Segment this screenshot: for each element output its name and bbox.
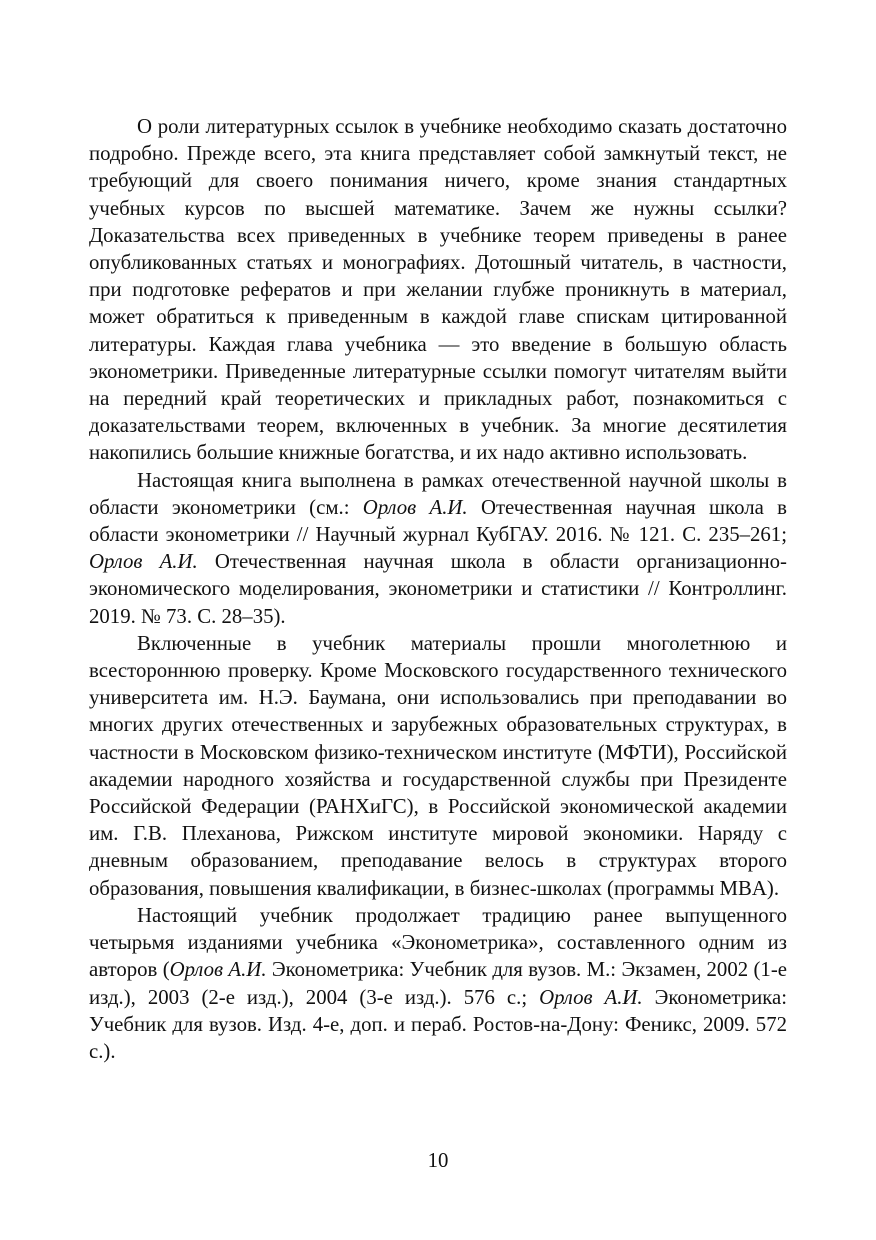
paragraph-materials-verification <box>89 630 787 902</box>
author-citation: Орлов А.И. <box>169 958 267 982</box>
paragraph-text: Эконометрика: Учебник для вузов. Изд. 4-е, доп. и пераб. Ростов-на-Дону: Феникс, 2009. 572 с.). <box>89 985 788 1063</box>
paragraph-text: Настоящая книга выполнена в рамках отечественной научной школы в области эконометрики (см.: <box>89 468 787 519</box>
author-citation: Орлов А.И. <box>362 495 468 519</box>
paragraph-text: Отечественная научная школа в области эконометрики // Научный журнал КубГАУ. 2016. № 121. С. 235–261; <box>89 495 787 547</box>
paragraph-text: Настоящий учебник продолжает традицию ранее выпущенного четырьмя изданиями учебника «Эконометрика», составленного одним из авторов ( <box>89 903 787 982</box>
paragraph-scientific-school <box>89 467 787 630</box>
paragraph-text: О роли литературных ссылок в учебнике необходимо сказать достаточно подробно. Прежде всего, эта книга представляет собой замкнутый текст, не требующий для своего понимания ничего, кроме знания стандартных учебных курсов по высшей математике. Зачем же нужны ссылки? Доказательства всех приведенных в учебнике теорем приведены в ранее опубликованных статьях и монографиях. Дотошный читатель, в частности, при подготовке рефератов и при желании глубже проникнуть в материал, может обратиться к приведенным в каждой главе спискам цитированной литературы. Каждая глава учебника — это введение в большую область эконометрики. Приведенные литературные ссылки помогут читателям выйти на передний край теоретических и прикладных работ, познакомиться с доказательствами теорем, включенных в учебник. За многие десятилетия накопились большие книжные богатства, и их надо активно использовать. <box>89 115 787 465</box>
paragraph-text: Отечественная научная школа в области организационно-экономического моделирования, эконометрики и статистики // Контроллинг. 2019. № 73. С. 28–35). <box>89 550 787 628</box>
author-citation: Орлов А.И. <box>89 550 198 574</box>
page-number: 10 <box>427 1149 449 1172</box>
page-body <box>89 113 787 1065</box>
paragraph-previous-editions <box>89 902 787 1065</box>
paragraph-literature-references <box>89 113 787 467</box>
paragraph-text: Включенные в учебник материалы прошли многолетнюю и всестороннюю проверку. Кроме Московского государственного технического университета им. Н.Э. Баумана, они использовались при преподавании во многих других отечественных и зарубежных образовательных структурах, в частности в Московском физико-техническом институте (МФТИ), Российской академии народного хозяйства и государственной службы при Президенте Российской Федерации (РАНХиГС), в Российской экономической академии им. Г.В. Плеханова, Рижском институте мировой экономики. Наряду с дневным образованием, преподавание велось в структурах второго образования, повышения квалификации, в бизнес-школах (программы MBA). <box>89 631 787 900</box>
paragraph-text: Эконометрика: Учебник для вузов. М.: Экзамен, 2002 (1-е изд.), 2003 (2-е изд.), 2004 (3-е изд.). 576 с.; <box>89 958 787 1009</box>
author-citation: Орлов А.И. <box>539 985 643 1009</box>
